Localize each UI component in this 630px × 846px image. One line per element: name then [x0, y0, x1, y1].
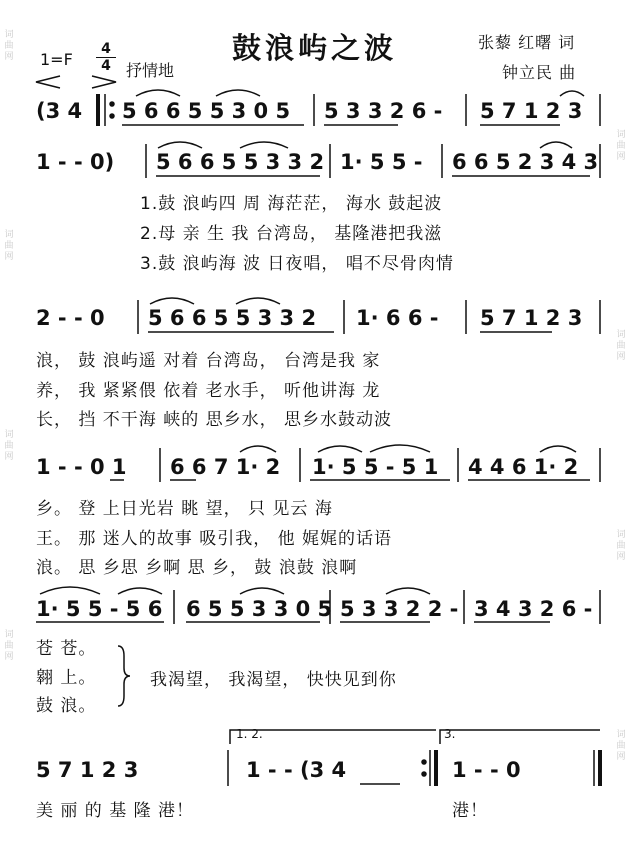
notes-row1-m1: 5 6 6 5 5 3 0 5 — [122, 99, 291, 123]
slur — [240, 142, 288, 148]
slur — [370, 445, 430, 452]
notes-row3-m3: 1· 6 6 - — [356, 306, 439, 330]
repeat-dot — [422, 772, 426, 776]
repeat-dot — [422, 760, 426, 764]
watermark-left: 词曲网 — [4, 430, 14, 462]
slur — [236, 298, 280, 304]
watermark-right: 词曲网 — [616, 530, 626, 562]
lyric-verse-b-2: 养， 我 紧紧偎 依着 老水手， 听他讲海 龙 — [36, 381, 381, 401]
lyric-refrain: 我渴望， 我渴望， 快快见到你 — [150, 670, 397, 690]
slur — [150, 298, 194, 304]
composer-credit: 钟立民 曲 — [502, 63, 577, 82]
lyric-verse-c-1: 乡。 登 上日光岩 眺 望， 只 见云 海 — [36, 499, 333, 519]
slur — [158, 142, 202, 148]
notes-row5-m3: 5 3 3 2 2 - — [340, 597, 459, 621]
lyric-verse-c-3: 浪。 思 乡思 乡啊 思 乡， 鼓 浪鼓 浪啊 — [36, 558, 358, 578]
notes-row4-m4: 4 4 6 1· 2 — [468, 455, 579, 479]
volta-3-label: 3. — [444, 727, 456, 741]
decrescendo-hairpin — [92, 76, 116, 88]
notes-row2-m1: 1 - - 0) — [36, 150, 115, 174]
slur — [136, 90, 180, 96]
slur — [216, 90, 260, 96]
notes-row4-m2: 6 6 7 1· 2 — [170, 455, 281, 479]
time-signature-bottom: 4 — [101, 58, 111, 74]
watermark-right: 词曲网 — [616, 130, 626, 162]
lyric-verse-a-3: 3.鼓 浪屿海 波 日夜唱， 唱不尽骨肉情 — [140, 254, 454, 274]
notes-row5-m4: 3 4 3 2 6 - — [474, 597, 593, 621]
notes-row6-volta1: 1 - - (3 4 — [246, 758, 347, 782]
slur — [540, 446, 576, 452]
lyric-verse-b-1: 浪， 鼓 浪屿遥 对着 台湾岛， 台湾是我 家 — [36, 351, 381, 371]
slur — [118, 588, 162, 594]
notes-row3-m4: 5 7 1 2 3 — [480, 306, 583, 330]
slur — [560, 91, 584, 96]
lyricist-credit: 张藜 红曙 词 — [478, 33, 576, 52]
lyric-verse-a-2: 2.母 亲 生 我 台湾岛， 基隆港把我滋 — [140, 224, 443, 244]
watermark-left: 词曲网 — [4, 30, 14, 62]
watermark-right: 词曲网 — [616, 330, 626, 362]
repeat-dot — [110, 114, 114, 118]
notes-row1-pickup: (3 4 — [36, 99, 83, 123]
repeat-dot — [110, 102, 114, 106]
song-title: 鼓浪屿之波 — [232, 31, 398, 65]
notes-row4-m3: 1· 5 5 - 5 1 — [312, 455, 439, 479]
verse-bracket — [118, 646, 130, 706]
lyric-verse-e-1: 美 丽 的 基 隆 港！ — [36, 801, 195, 821]
notes-row2-m2: 5 6 6 5 5 3 3 2 — [156, 150, 325, 174]
notes-row3-m2: 5 6 6 5 5 3 3 2 — [148, 306, 317, 330]
lyric-verse-b-3: 长， 挡 不干海 峡的 思乡水， 思乡水鼓动波 — [36, 410, 393, 430]
volta-bracket-1-2 — [230, 730, 436, 744]
notes-row6-volta3: 1 - - 0 — [452, 758, 521, 782]
lyric-verse-d-1: 苍 苍。 — [36, 639, 97, 659]
notes-row4-m1: 1 - - 0 1 — [36, 455, 127, 479]
time-signature-top: 4 — [101, 41, 111, 57]
lyric-verse-a-1: 1.鼓 浪屿四 周 海茫茫， 海水 鼓起波 — [140, 194, 443, 214]
notes-row2-m4: 6 6 5 2 3 4 3 — [452, 150, 599, 174]
lyric-verse-d-3: 鼓 浪。 — [36, 696, 97, 716]
slur — [40, 587, 100, 594]
watermark-left: 词曲网 — [4, 230, 14, 262]
lyric-verse-e-2: 港！ — [452, 801, 488, 821]
notes-row3-m1: 2 - - 0 — [36, 306, 105, 330]
notes-row2-m3: 1· 5 5 - — [340, 150, 423, 174]
crescendo-hairpin — [36, 76, 60, 88]
slur — [540, 142, 572, 148]
volta-bracket-3 — [440, 730, 600, 744]
volta-1-2-label: 1. 2. — [236, 727, 263, 741]
key-signature: 1=F — [40, 50, 73, 69]
notes-row1-m3: 5 7 1 2 3 — [480, 99, 583, 123]
tempo-mood: 抒情地 — [126, 61, 175, 80]
slur — [318, 446, 362, 452]
notes-row1-m2: 5 3 3 2 6 - — [324, 99, 443, 123]
notes-row5-m1: 1· 5 5 - 5 6 — [36, 597, 163, 621]
notes-row6-m1: 5 7 1 2 3 — [36, 758, 139, 782]
notes-row5-m2: 6 5 5 3 3 0 5 — [186, 597, 333, 621]
watermark-right: 词曲网 — [616, 730, 626, 762]
slur — [240, 588, 284, 594]
lyric-verse-c-2: 王。 那 迷人的故事 吸引我， 他 娓娓的话语 — [36, 529, 393, 549]
lyric-verse-d-2: 翱 上。 — [36, 668, 97, 688]
watermark-left: 词曲网 — [4, 630, 14, 662]
slur — [386, 588, 430, 594]
slur — [240, 446, 276, 452]
